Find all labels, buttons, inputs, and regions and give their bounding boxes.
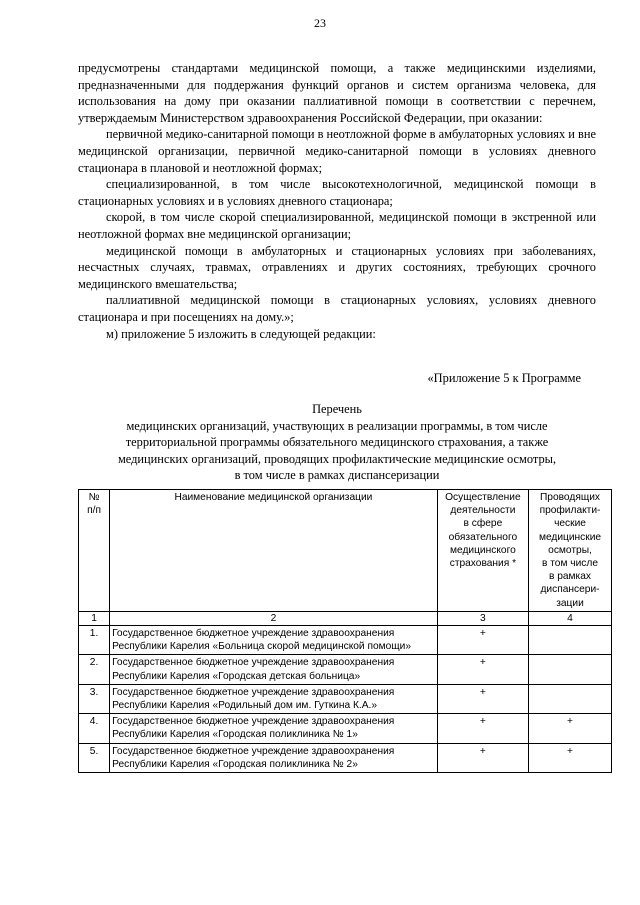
body-paragraph: м) приложение 5 изложить в следующей редакции: — [106, 326, 376, 341]
row-number: 2. — [79, 655, 110, 684]
header-line: Проводящих — [539, 492, 601, 503]
header-line: профилакти- — [539, 505, 601, 517]
column-number: 2 — [110, 611, 438, 625]
checkups-mark: + — [529, 714, 612, 743]
oms-mark: + — [437, 684, 528, 713]
checkups-mark — [529, 684, 612, 713]
header-line: зации — [556, 597, 584, 609]
organization-name: Государственное бюджетное учреждение здравоохранения Республики Карелия «Больница скорой медицинской помощи» — [110, 626, 438, 655]
organizations-table — [78, 489, 612, 773]
appendix-reference: «Приложение 5 к Программе — [427, 371, 581, 385]
checkups-mark: + — [529, 743, 612, 772]
list-subtitle-line: в том числе в рамках диспансеризации — [234, 468, 440, 483]
row-number: 1. — [79, 626, 110, 655]
body-paragraph: специализированной, в том числе высокотехнологичной, медицинской помощи в стационарных условиях и в условиях дневного стационара; — [78, 177, 596, 208]
header-line: в рамках — [548, 571, 592, 583]
body-paragraph: паллиативной медицинской помощи в стационарных условиях, условиях дневного стационара и при посещениях на дому.»; — [78, 293, 596, 324]
header-line: ческие — [554, 518, 586, 530]
list-title-block — [70, 401, 604, 484]
header-line: п/п — [87, 505, 101, 517]
table-row — [79, 626, 612, 655]
list-subtitle — [70, 418, 604, 484]
header-oms — [437, 490, 528, 612]
list-subtitle-line: медицинских организаций, проводящих профилактические медицинские осмотры, — [117, 451, 557, 466]
column-number: 1 — [79, 611, 110, 625]
column-number: 4 — [529, 611, 612, 625]
table-header-row — [79, 490, 612, 612]
list-subtitle-line: территориальной программы обязательного медицинского страхования, а также — [125, 435, 549, 450]
header-line: страхования * — [449, 558, 517, 570]
table-row — [79, 743, 612, 772]
oms-mark: + — [437, 714, 528, 743]
header-line: медицинского — [450, 544, 516, 556]
list-subtitle-line: медицинских организаций, участвующих в реализации программы, в том числе — [126, 418, 548, 433]
column-numbers-row — [79, 611, 612, 625]
list-title: Перечень — [312, 402, 362, 416]
row-number: 4. — [79, 714, 110, 743]
header-line: Осуществление — [445, 492, 521, 503]
header-line: в сфере — [463, 518, 503, 530]
checkups-mark — [529, 626, 612, 655]
page-number: 23 — [314, 16, 326, 30]
header-line: осмотры, — [548, 544, 592, 556]
table-row — [79, 714, 612, 743]
body-paragraph: предусмотрены стандартами медицинской помощи, а также медицинскими изделиями, предназначенными для поддержания функций органов и систем организма человека, для использования на дому при оказании паллиативной помощи в соответствии с перечнем, утверждаемым Министерством здравоохранения Российской Федерации, при оказании: — [78, 61, 596, 125]
header-line: диспансери- — [540, 584, 600, 596]
row-number: 5. — [79, 743, 110, 772]
header-line: обязательного — [448, 531, 518, 543]
header-checkups — [529, 490, 612, 612]
header-line: деятельности — [450, 505, 516, 517]
organization-name: Государственное бюджетное учреждение здравоохранения Республики Карелия «Городская поликлиника № 1» — [110, 714, 438, 743]
oms-mark: + — [437, 743, 528, 772]
body-paragraph: первичной медико-санитарной помощи в неотложной форме в амбулаторных условиях и вне медицинской организации, первичной медико-санитарной помощи в условиях дневного стационара в плановой и неотложной формах; — [78, 127, 596, 175]
body-paragraph: медицинской помощи в амбулаторных и стационарных условиях при заболеваниях, несчастных случаях, травмах, отравлениях и других состояниях, требующих срочного медицинского вмешательства; — [78, 243, 596, 291]
header-line: медицинские — [538, 531, 602, 543]
organization-name: Государственное бюджетное учреждение здравоохранения Республики Карелия «Городская детская больница» — [110, 655, 438, 684]
oms-mark: + — [437, 626, 528, 655]
organization-name: Государственное бюджетное учреждение здравоохранения Республики Карелия «Городская поликлиника № 2» — [110, 743, 438, 772]
header-num — [79, 490, 110, 612]
column-number: 3 — [437, 611, 528, 625]
row-number: 3. — [79, 684, 110, 713]
header-line: № — [88, 492, 100, 503]
body-paragraph: скорой, в том числе скорой специализированной, медицинской помощи в экстренной или неотложной формах вне медицинской организации; — [78, 210, 596, 241]
oms-mark: + — [437, 655, 528, 684]
header-line: в том числе — [542, 558, 598, 570]
organization-name: Государственное бюджетное учреждение здравоохранения Республики Карелия «Родильный дом им. Гуткина К.А.» — [110, 684, 438, 713]
header-name: Наименование медицинской организации — [110, 490, 438, 612]
table-row — [79, 684, 612, 713]
body-text — [78, 60, 596, 342]
table-row — [79, 655, 612, 684]
checkups-mark — [529, 655, 612, 684]
